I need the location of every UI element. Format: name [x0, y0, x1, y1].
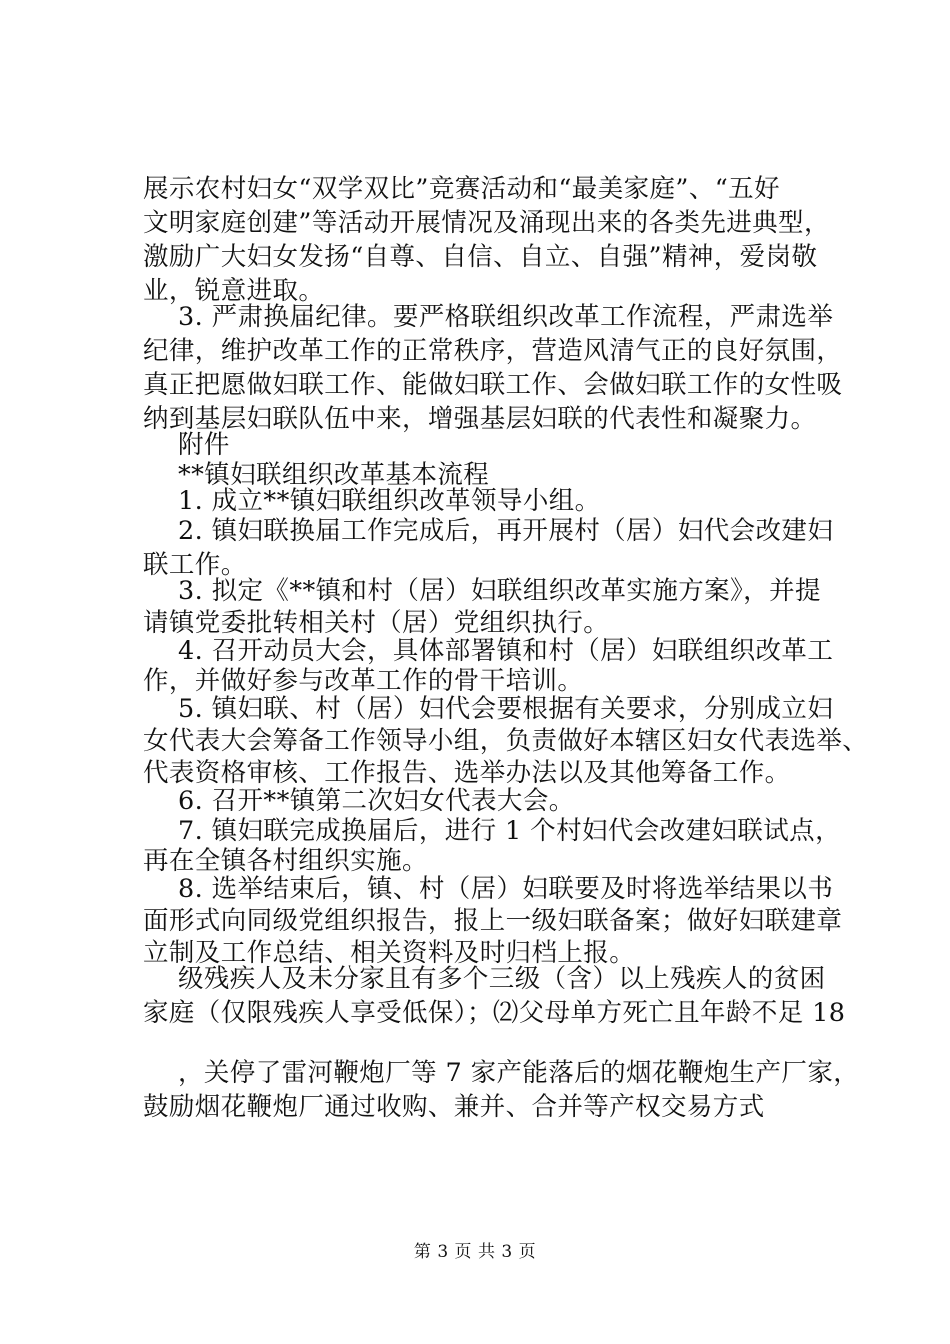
list-item: 2. 镇妇联换届工作完成后，再开展村（居）妇代会改建妇 [178, 516, 834, 546]
list-item-continuation: 女代表大会筹备工作领导小组，负责做好本辖区妇女代表选举、 [143, 726, 869, 756]
paragraph-line: 文明家庭创建”等活动开展情况及涌现出来的各类先进典型， [143, 208, 830, 238]
list-item: 5. 镇妇联、村（居）妇代会要根据有关要求，分别成立妇 [178, 694, 834, 724]
paragraph-line: 真正把愿做妇联工作、能做妇联工作、会做妇联工作的女性吸 [143, 370, 843, 400]
attachment-title: **镇妇联组织改革基本流程 [178, 460, 490, 490]
paragraph-line: 纳到基层妇联队伍中来，增强基层妇联的代表性和凝聚力。 [143, 404, 817, 434]
list-item-continuation: 面形式向同级党组织报告，报上一级妇联备案；做好妇联建章 [143, 906, 843, 936]
list-item: 7. 镇妇联完成换届后，进行 1 个村妇代会改建妇联试点， [178, 816, 841, 846]
list-item-continuation: 代表资格审核、工作报告、选举办法以及其他筹备工作。 [143, 758, 791, 788]
list-item-continuation: 请镇党委批转相关村（居）党组织执行。 [143, 608, 610, 638]
fragment-line: 级残疾人及未分家且有多个三级（含）以上残疾人的贫困 [178, 964, 826, 994]
paragraph-line: 展示农村妇女“双学双比”竞赛活动和“最美家庭”、“五好 [143, 174, 780, 204]
fragment-line: 家庭（仅限残疾人享受低保）；⑵父母单方死亡且年龄不足 18 [143, 998, 846, 1028]
page-footer: 第 3 页 共 3 页 [413, 1242, 537, 1262]
paragraph-line: 激励广大妇女发扬“自尊、自信、自立、自强”精神，爱岗敬 [143, 242, 818, 272]
list-item: 4. 召开动员大会，具体部署镇和村（居）妇联组织改革工 [178, 636, 834, 666]
list-item-continuation: 立制及工作总结、相关资料及时归档上报。 [143, 938, 636, 968]
fragment-line: 鼓励烟花鞭炮厂通过收购、兼并、合并等产权交易方式 [143, 1092, 765, 1122]
list-item-continuation: 作，并做好参与改革工作的骨干培训。 [143, 666, 584, 696]
list-item: 8. 选举结束后，镇、村（居）妇联要及时将选举结果以书 [178, 874, 834, 904]
list-item-continuation: 联工作。 [143, 550, 247, 580]
attachment-heading: 附件 [178, 430, 230, 460]
fragment-line: ，关停了雷河鞭炮厂等 7 家产能落后的烟花鞭炮生产厂家， [178, 1058, 860, 1088]
list-item: 6. 召开**镇第二次妇女代表大会。 [178, 786, 575, 816]
paragraph-line: 纪律，维护改革工作的正常秩序，营造风清气正的良好氛围， [143, 336, 843, 366]
list-item: 1. 成立**镇妇联组织改革领导小组。 [178, 486, 601, 516]
paragraph-line: 3. 严肃换届纪律。要严格联组织改革工作流程，严肃选举 [178, 302, 834, 332]
paragraph-line: 业，锐意进取。 [143, 276, 325, 306]
list-item: 3. 拟定《**镇和村（居）妇联组织改革实施方案》，并提 [178, 576, 821, 606]
list-item-continuation: 再在全镇各村组织实施。 [143, 846, 428, 876]
